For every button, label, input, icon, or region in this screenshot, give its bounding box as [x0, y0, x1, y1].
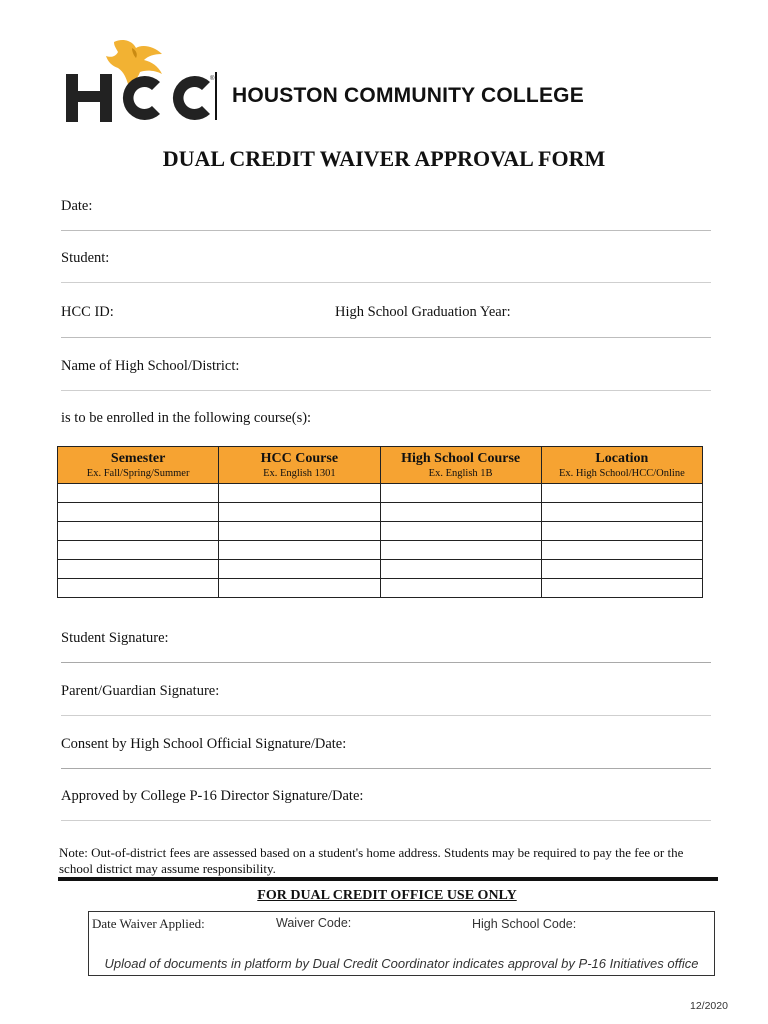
table-cell[interactable] [380, 503, 541, 522]
column-semester [58, 447, 219, 484]
high-school-line[interactable] [61, 390, 711, 391]
grad-year-label: High School Graduation Year: [335, 304, 511, 320]
table-cell[interactable] [541, 522, 702, 541]
approved-signature-line[interactable] [61, 820, 711, 821]
hcc-logo [62, 36, 222, 126]
column-location [541, 447, 702, 484]
parent-signature-line[interactable] [61, 715, 711, 716]
table-cell[interactable] [219, 579, 380, 598]
table-cell[interactable] [541, 484, 702, 503]
table-cell[interactable] [219, 560, 380, 579]
form-version: 12/2020 [690, 1000, 728, 1012]
table-cell[interactable] [58, 522, 219, 541]
course-table [57, 446, 703, 598]
semester-header: Semester [110, 450, 166, 466]
consent-signature-line[interactable] [61, 768, 711, 769]
hcc-id-line[interactable] [61, 337, 711, 338]
high-school-code-label: High School Code: [472, 917, 577, 931]
table-row [58, 522, 703, 541]
table-cell[interactable] [541, 579, 702, 598]
parent-signature-label: Parent/Guardian Signature: [61, 683, 220, 699]
student-signature-label: Student Signature: [61, 630, 169, 646]
table-cell[interactable] [380, 560, 541, 579]
table-cell[interactable] [58, 579, 219, 598]
student-label: Student: [61, 250, 110, 266]
table-row [58, 484, 703, 503]
hcc-course-example: Ex. English 1301 [263, 467, 336, 479]
table-cell[interactable] [219, 522, 380, 541]
svg-text:®: ® [210, 76, 215, 82]
table-cell[interactable] [58, 560, 219, 579]
table-cell[interactable] [541, 503, 702, 522]
date-waiver-label: Date Waiver Applied: [92, 916, 205, 931]
logo-divider [215, 72, 217, 120]
high-school-course-header: High School Course [401, 450, 521, 466]
table-cell[interactable] [380, 522, 541, 541]
table-cell[interactable] [219, 484, 380, 503]
approved-signature-label: Approved by College P-16 Director Signature/Date: [61, 788, 364, 804]
office-use-title: FOR DUAL CREDIT OFFICE USE ONLY [257, 888, 517, 903]
date-label: Date: [61, 198, 93, 214]
fee-note: Note: Out-of-district fees are assessed based on a student's home address. Students may be required to pay the fee or the school district may assume responsibility. [59, 845, 684, 876]
semester-example: Ex. Fall/Spring/Summer [86, 467, 190, 479]
table-cell[interactable] [380, 541, 541, 560]
high-school-course-example: Ex. English 1B [428, 467, 493, 479]
hcc-id-label: HCC ID: [61, 304, 114, 320]
student-signature-line[interactable] [61, 662, 711, 663]
consent-signature-label: Consent by High School Official Signature/Date: [61, 736, 347, 752]
form-title: DUAL CREDIT WAIVER APPROVAL FORM [162, 146, 606, 171]
course-table-header [58, 447, 703, 484]
location-header: Location [595, 450, 649, 466]
enrolled-label: is to be enrolled in the following course(s): [61, 410, 312, 426]
location-example: Ex. High School/HCC/Online [559, 467, 685, 479]
student-line[interactable] [61, 282, 711, 283]
table-cell[interactable] [219, 503, 380, 522]
waiver-code-label: Waiver Code: [276, 916, 352, 930]
column-hcc-course [219, 447, 380, 484]
table-cell[interactable] [541, 560, 702, 579]
table-row [58, 579, 703, 598]
upload-note: Upload of documents in platform by Dual Credit Coordinator indicates approval by P-16 Initiatives office [104, 956, 699, 971]
high-school-label: Name of High School/District: [61, 358, 240, 374]
column-high-school-course [380, 447, 541, 484]
table-cell[interactable] [219, 541, 380, 560]
table-cell[interactable] [541, 541, 702, 560]
table-row [58, 541, 703, 560]
table-row [58, 503, 703, 522]
hcc-course-header: HCC Course [260, 450, 339, 466]
table-cell[interactable] [380, 484, 541, 503]
table-row [58, 560, 703, 579]
table-cell[interactable] [58, 503, 219, 522]
table-cell[interactable] [58, 484, 219, 503]
table-cell[interactable] [380, 579, 541, 598]
eagle-icon [106, 40, 162, 84]
table-cell[interactable] [58, 541, 219, 560]
section-divider [58, 877, 718, 881]
date-line[interactable] [61, 230, 711, 231]
college-name: HOUSTON COMMUNITY COLLEGE [232, 84, 584, 107]
